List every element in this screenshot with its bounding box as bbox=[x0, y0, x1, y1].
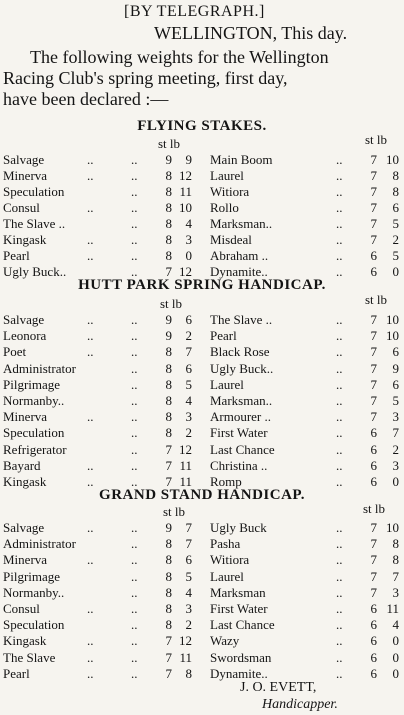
horse-name-right: Christina .. bbox=[210, 457, 268, 473]
horse-name-left: Ugly Buck.. bbox=[3, 264, 67, 279]
leader-dots: .. bbox=[131, 665, 138, 681]
weight-stone-right: 7 bbox=[370, 312, 377, 327]
leader-dots: .. bbox=[131, 248, 138, 263]
weight-stone-right: 6 bbox=[370, 441, 377, 457]
weight-stone-left: 8 bbox=[165, 393, 172, 408]
leader-dots: .. bbox=[131, 536, 138, 552]
weight-stone-right: 6 bbox=[370, 474, 377, 489]
weight-pounds-right: 6 bbox=[392, 344, 399, 360]
weight-stone-right: 7 bbox=[370, 184, 377, 199]
weight-stone-right: 6 bbox=[370, 248, 377, 263]
weight-stone-left: 8 bbox=[165, 344, 172, 360]
weight-stone-left: 9 bbox=[165, 520, 172, 535]
horse-name-right: Witiora bbox=[210, 552, 250, 568]
table-row bbox=[0, 552, 404, 568]
weight-pounds-left: 5 bbox=[185, 376, 192, 392]
horse-name-left: Refrigerator bbox=[3, 441, 67, 457]
weight-stone-right: 7 bbox=[370, 409, 377, 425]
leader-dots: .. bbox=[87, 152, 94, 167]
weight-stone-right: 6 bbox=[370, 649, 377, 665]
leader-dots: .. bbox=[336, 425, 343, 441]
weight-pounds-right: 11 bbox=[386, 601, 399, 616]
weight-stone-left: 8 bbox=[165, 232, 172, 247]
leader-dots: .. bbox=[131, 617, 138, 633]
weight-stone-right: 7 bbox=[370, 344, 377, 360]
horse-name-right: Ugly Buck.. bbox=[210, 360, 274, 376]
weight-stone-right: 6 bbox=[370, 457, 377, 473]
horse-name-left: Speculation bbox=[3, 425, 65, 441]
weight-pounds-right: 8 bbox=[392, 184, 399, 199]
weight-pounds-right: 0 bbox=[392, 264, 399, 279]
weight-pounds-left: 11 bbox=[179, 649, 192, 665]
leader-dots: .. bbox=[131, 552, 138, 568]
horse-name-left: Leonora bbox=[3, 328, 47, 344]
header-st-lb-left: st lb bbox=[160, 296, 183, 311]
weight-pounds-left: 4 bbox=[185, 216, 192, 231]
weight-stone-left: 8 bbox=[165, 536, 172, 552]
weight-stone-left: 8 bbox=[165, 184, 172, 199]
weight-stone-left: 8 bbox=[165, 168, 172, 183]
weight-pounds-left: 11 bbox=[179, 184, 192, 199]
horse-name-right: Marksman.. bbox=[210, 216, 273, 231]
leader-dots: .. bbox=[131, 184, 138, 199]
horse-name-right: Laurel bbox=[210, 568, 244, 584]
weight-stone-right: 7 bbox=[370, 360, 377, 376]
leader-dots: .. bbox=[336, 312, 343, 327]
signature-name: J. O. EVETT, bbox=[240, 680, 317, 695]
leader-dots: .. bbox=[131, 633, 138, 649]
leader-dots: .. bbox=[87, 649, 94, 665]
leader-dots: .. bbox=[336, 552, 343, 568]
leader-dots: .. bbox=[336, 344, 343, 360]
leader-dots: .. bbox=[131, 152, 138, 167]
leader-dots: .. bbox=[131, 264, 138, 279]
weight-pounds-left: 3 bbox=[185, 232, 192, 247]
horse-name-left: Salvage bbox=[3, 152, 45, 167]
weight-stone-left: 7 bbox=[165, 665, 172, 681]
horse-name-right: Misdeal bbox=[210, 232, 252, 247]
table-row bbox=[0, 617, 404, 633]
leader-dots: .. bbox=[131, 425, 138, 441]
leader-dots: .. bbox=[336, 264, 343, 279]
weight-pounds-right: 0 bbox=[392, 633, 399, 649]
weight-pounds-left: 2 bbox=[185, 328, 192, 344]
leader-dots: .. bbox=[336, 520, 343, 535]
weight-pounds-right: 2 bbox=[392, 441, 399, 457]
weight-pounds-left: 3 bbox=[185, 409, 192, 425]
horse-name-left: Kingask bbox=[3, 474, 47, 489]
weight-stone-right: 6 bbox=[370, 601, 377, 616]
leader-dots: .. bbox=[336, 184, 343, 199]
weight-pounds-left: 11 bbox=[179, 457, 192, 473]
leader-dots: .. bbox=[131, 232, 138, 247]
weight-pounds-right: 3 bbox=[392, 457, 399, 473]
leader-dots: .. bbox=[336, 409, 343, 425]
weight-pounds-left: 9 bbox=[185, 152, 192, 167]
horse-name-left: The Slave bbox=[3, 649, 56, 665]
weight-stone-right: 7 bbox=[370, 152, 377, 167]
horse-name-right: The Slave .. bbox=[210, 312, 273, 327]
table-row bbox=[0, 248, 404, 264]
weight-pounds-left: 6 bbox=[185, 552, 192, 568]
weight-pounds-left: 12 bbox=[179, 633, 192, 649]
leader-dots: .. bbox=[87, 665, 94, 681]
weight-stone-left: 7 bbox=[165, 457, 172, 473]
leader-dots: .. bbox=[336, 457, 343, 473]
table-row bbox=[0, 425, 404, 441]
table-row bbox=[0, 569, 404, 585]
horse-name-right: Witiora bbox=[210, 184, 250, 199]
leader-dots: .. bbox=[131, 520, 138, 535]
leader-dots: .. bbox=[131, 360, 138, 376]
section-title-flying-stakes: FLYING STAKES. bbox=[137, 118, 267, 134]
horse-name-left: Consul bbox=[3, 601, 40, 616]
weight-pounds-left: 7 bbox=[185, 536, 192, 552]
horse-name-left: Normanby.. bbox=[3, 584, 65, 600]
weight-pounds-right: 6 bbox=[392, 376, 399, 392]
leader-dots: .. bbox=[336, 200, 343, 215]
weight-pounds-left: 4 bbox=[185, 584, 192, 600]
table-row bbox=[0, 152, 404, 168]
table-row bbox=[0, 232, 404, 248]
weight-pounds-right: 2 bbox=[392, 232, 399, 247]
weight-pounds-left: 7 bbox=[185, 520, 192, 535]
leader-dots: .. bbox=[131, 344, 138, 360]
horse-name-left: Minerva bbox=[3, 552, 48, 568]
horse-name-right: Ugly Buck bbox=[210, 520, 267, 535]
horse-name-left: Pearl bbox=[3, 665, 30, 681]
leader-dots: .. bbox=[336, 633, 343, 649]
table-row bbox=[0, 328, 404, 344]
leader-dots: .. bbox=[131, 376, 138, 392]
horse-name-right: Abraham .. bbox=[210, 248, 269, 263]
table-row bbox=[0, 168, 404, 184]
weight-stone-left: 7 bbox=[165, 649, 172, 665]
horse-name-left: Salvage bbox=[3, 312, 45, 327]
weight-pounds-right: 3 bbox=[392, 409, 399, 425]
horse-name-right: Armourer .. bbox=[210, 409, 272, 425]
intro-line-2: Racing Club's spring meeting, first day, bbox=[3, 68, 288, 88]
horse-name-right: Romp bbox=[210, 474, 242, 489]
table-row bbox=[0, 216, 404, 232]
leader-dots: .. bbox=[87, 232, 94, 247]
horse-name-right: Main Boom bbox=[210, 152, 273, 167]
horse-name-left: Kingask bbox=[3, 232, 47, 247]
weight-pounds-left: 4 bbox=[185, 393, 192, 408]
table-row bbox=[0, 442, 404, 458]
horse-name-left: Administrator bbox=[3, 360, 76, 376]
leader-dots: .. bbox=[87, 520, 94, 535]
header-st-lb-right: st lb bbox=[365, 292, 388, 307]
weight-stone-left: 8 bbox=[165, 552, 172, 568]
leader-dots: .. bbox=[87, 344, 94, 360]
weight-stone-right: 6 bbox=[370, 617, 377, 633]
weight-pounds-right: 10 bbox=[386, 520, 399, 535]
leader-dots: .. bbox=[336, 584, 343, 600]
horse-name-right: Laurel bbox=[210, 168, 244, 183]
horse-name-left: Speculation bbox=[3, 184, 65, 199]
weight-stone-left: 8 bbox=[165, 360, 172, 376]
leader-dots: .. bbox=[87, 200, 94, 215]
leader-dots: .. bbox=[336, 232, 343, 247]
weight-pounds-left: 2 bbox=[185, 617, 192, 633]
horse-name-right: Dynamite.. bbox=[210, 665, 268, 681]
leader-dots: .. bbox=[336, 328, 343, 344]
weight-stone-left: 8 bbox=[165, 376, 172, 392]
table-row bbox=[0, 344, 404, 360]
horse-name-right: Black Rose bbox=[210, 344, 270, 360]
weight-pounds-left: 8 bbox=[185, 665, 192, 681]
leader-dots: .. bbox=[131, 393, 138, 408]
intro-line-1: The following weights for the Wellington bbox=[30, 47, 329, 67]
leader-dots: .. bbox=[87, 328, 94, 344]
leader-dots: .. bbox=[131, 168, 138, 183]
leader-dots: .. bbox=[131, 601, 138, 616]
weight-stone-left: 9 bbox=[165, 312, 172, 327]
leader-dots: .. bbox=[336, 393, 343, 408]
horse-name-right: Swordsman bbox=[210, 649, 272, 665]
horse-name-left: Bayard bbox=[3, 457, 41, 473]
weight-stone-right: 7 bbox=[370, 393, 377, 408]
table-row bbox=[0, 520, 404, 536]
horse-name-left: Speculation bbox=[3, 617, 65, 633]
weight-stone-right: 6 bbox=[370, 633, 377, 649]
leader-dots: .. bbox=[131, 200, 138, 215]
leader-dots: .. bbox=[87, 312, 94, 327]
leader-dots: .. bbox=[87, 601, 94, 616]
weight-pounds-left: 6 bbox=[185, 360, 192, 376]
horse-name-right: Laurel bbox=[210, 376, 244, 392]
leader-dots: .. bbox=[336, 360, 343, 376]
weight-pounds-left: 10 bbox=[179, 200, 192, 215]
table-row bbox=[0, 409, 404, 425]
leader-dots: .. bbox=[87, 457, 94, 473]
leader-dots: .. bbox=[87, 409, 94, 425]
weight-pounds-right: 8 bbox=[392, 536, 399, 552]
weight-stone-left: 9 bbox=[165, 328, 172, 344]
horse-name-left: Minerva bbox=[3, 168, 48, 183]
weight-stone-right: 6 bbox=[370, 425, 377, 441]
table-row bbox=[0, 633, 404, 649]
leader-dots: .. bbox=[131, 474, 138, 489]
leader-dots: .. bbox=[87, 248, 94, 263]
leader-dots: .. bbox=[131, 216, 138, 231]
leader-dots: .. bbox=[336, 568, 343, 584]
horse-name-left: Pilgrimage bbox=[3, 376, 61, 392]
table-row bbox=[0, 601, 404, 617]
weight-stone-right: 7 bbox=[370, 376, 377, 392]
weight-stone-left: 8 bbox=[165, 200, 172, 215]
horse-name-right: First Water bbox=[210, 601, 268, 616]
weight-pounds-right: 7 bbox=[392, 568, 399, 584]
horse-name-left: Kingask bbox=[3, 633, 47, 649]
leader-dots: .. bbox=[336, 168, 343, 183]
leader-dots: .. bbox=[87, 474, 94, 489]
signature-role: Handicapper. bbox=[262, 697, 338, 712]
horse-name-left: Minerva bbox=[3, 409, 48, 425]
weight-stone-left: 9 bbox=[165, 152, 172, 167]
weight-stone-right: 7 bbox=[370, 584, 377, 600]
weight-stone-left: 8 bbox=[165, 568, 172, 584]
weight-pounds-left: 7 bbox=[185, 344, 192, 360]
weight-stone-right: 7 bbox=[370, 520, 377, 535]
weight-stone-right: 7 bbox=[370, 568, 377, 584]
weight-pounds-right: 8 bbox=[392, 168, 399, 183]
weight-pounds-right: 5 bbox=[392, 248, 399, 263]
horse-name-left: Pearl bbox=[3, 248, 30, 263]
horse-name-right: First Water bbox=[210, 425, 268, 441]
table-row bbox=[0, 666, 404, 682]
weight-stone-left: 7 bbox=[165, 264, 172, 279]
weight-pounds-right: 10 bbox=[386, 152, 399, 167]
weight-pounds-right: 5 bbox=[392, 216, 399, 231]
dateline: WELLINGTON, This day. bbox=[154, 23, 348, 43]
horse-name-right: Pearl bbox=[210, 328, 237, 344]
weight-stone-right: 6 bbox=[370, 264, 377, 279]
table-row bbox=[0, 585, 404, 601]
weight-stone-left: 7 bbox=[165, 633, 172, 649]
leader-dots: .. bbox=[336, 474, 343, 489]
weight-pounds-left: 0 bbox=[185, 248, 192, 263]
horse-name-right: Dynamite.. bbox=[210, 264, 268, 279]
weight-stone-right: 7 bbox=[370, 200, 377, 215]
weight-pounds-right: 10 bbox=[386, 312, 399, 327]
weight-stone-left: 8 bbox=[165, 617, 172, 633]
leader-dots: .. bbox=[131, 584, 138, 600]
weight-stone-right: 7 bbox=[370, 536, 377, 552]
table-row bbox=[0, 393, 404, 409]
table-row bbox=[0, 200, 404, 216]
leader-dots: .. bbox=[131, 457, 138, 473]
horse-name-left: Administrator bbox=[3, 536, 76, 552]
weight-pounds-right: 4 bbox=[392, 617, 399, 633]
horse-name-right: Wazy bbox=[210, 633, 240, 649]
weight-stone-right: 7 bbox=[370, 168, 377, 183]
weight-pounds-right: 10 bbox=[386, 328, 399, 344]
leader-dots: .. bbox=[131, 312, 138, 327]
horse-name-right: Marksman.. bbox=[210, 393, 273, 408]
table-row bbox=[0, 536, 404, 552]
weight-stone-left: 8 bbox=[165, 584, 172, 600]
telegraph-heading: [BY TELEGRAPH.] bbox=[124, 3, 265, 20]
weight-pounds-right: 7 bbox=[392, 425, 399, 441]
horse-name-right: Last Chance bbox=[210, 617, 275, 633]
weight-pounds-right: 0 bbox=[392, 665, 399, 681]
table-row bbox=[0, 458, 404, 474]
weight-pounds-left: 11 bbox=[179, 474, 192, 489]
table-row bbox=[0, 312, 404, 328]
weight-pounds-right: 8 bbox=[392, 552, 399, 568]
weight-pounds-left: 3 bbox=[185, 601, 192, 616]
leader-dots: .. bbox=[131, 568, 138, 584]
weight-pounds-left: 12 bbox=[179, 168, 192, 183]
section-title-grand-stand: GRAND STAND HANDICAP. bbox=[99, 487, 305, 503]
weight-pounds-right: 5 bbox=[392, 393, 399, 408]
weight-pounds-left: 6 bbox=[185, 312, 192, 327]
table-row bbox=[0, 377, 404, 393]
horse-name-left: Consul bbox=[3, 200, 40, 215]
leader-dots: .. bbox=[336, 441, 343, 457]
weight-stone-left: 8 bbox=[165, 248, 172, 263]
horse-name-left: The Slave .. bbox=[3, 216, 66, 231]
leader-dots: .. bbox=[131, 328, 138, 344]
table-row bbox=[0, 361, 404, 377]
horse-name-right: Pasha bbox=[210, 536, 241, 552]
leader-dots: .. bbox=[87, 168, 94, 183]
weight-stone-right: 7 bbox=[370, 216, 377, 231]
weight-stone-right: 7 bbox=[370, 232, 377, 247]
header-st-lb-left: st lb bbox=[163, 504, 186, 519]
leader-dots: .. bbox=[131, 649, 138, 665]
weight-pounds-left: 2 bbox=[185, 425, 192, 441]
weight-pounds-right: 3 bbox=[392, 584, 399, 600]
weight-pounds-left: 5 bbox=[185, 568, 192, 584]
weight-stone-right: 6 bbox=[370, 665, 377, 681]
table-row bbox=[0, 650, 404, 666]
weight-stone-right: 7 bbox=[370, 552, 377, 568]
horse-name-left: Pilgrimage bbox=[3, 568, 61, 584]
weight-stone-left: 8 bbox=[165, 601, 172, 616]
leader-dots: .. bbox=[336, 376, 343, 392]
weight-pounds-left: 12 bbox=[179, 441, 192, 457]
leader-dots: .. bbox=[336, 216, 343, 231]
horse-name-left: Poet bbox=[3, 344, 27, 360]
leader-dots: .. bbox=[336, 617, 343, 633]
header-st-lb-right: st lb bbox=[363, 501, 386, 516]
weight-stone-left: 8 bbox=[165, 409, 172, 425]
horse-name-right: Last Chance bbox=[210, 441, 275, 457]
section-title-hutt-park: HUTT PARK SPRING HANDICAP. bbox=[78, 277, 326, 293]
leader-dots: .. bbox=[336, 248, 343, 263]
horse-name-right: Marksman bbox=[210, 584, 266, 600]
weight-stone-left: 8 bbox=[165, 216, 172, 231]
header-st-lb-right: st lb bbox=[365, 132, 388, 147]
header-st-lb-left: st lb bbox=[158, 136, 181, 151]
weight-stone-right: 7 bbox=[370, 328, 377, 344]
leader-dots: .. bbox=[87, 552, 94, 568]
leader-dots: .. bbox=[336, 665, 343, 681]
leader-dots: .. bbox=[131, 409, 138, 425]
leader-dots: .. bbox=[336, 536, 343, 552]
weight-stone-left: 8 bbox=[165, 425, 172, 441]
weight-stone-left: 7 bbox=[165, 474, 172, 489]
horse-name-left: Normanby.. bbox=[3, 393, 65, 408]
horse-name-left: Salvage bbox=[3, 520, 45, 535]
horse-name-right: Rollo bbox=[210, 200, 239, 215]
leader-dots: .. bbox=[336, 601, 343, 616]
table-row bbox=[0, 184, 404, 200]
weight-pounds-left: 12 bbox=[179, 264, 192, 279]
weight-pounds-right: 9 bbox=[392, 360, 399, 376]
intro-line-3: have been declared :— bbox=[3, 89, 169, 109]
weight-stone-left: 7 bbox=[165, 441, 172, 457]
weight-pounds-right: 0 bbox=[392, 649, 399, 665]
weight-pounds-right: 6 bbox=[392, 200, 399, 215]
leader-dots: .. bbox=[336, 152, 343, 167]
weight-pounds-right: 0 bbox=[392, 474, 399, 489]
leader-dots: .. bbox=[131, 441, 138, 457]
leader-dots: .. bbox=[336, 649, 343, 665]
leader-dots: .. bbox=[87, 633, 94, 649]
